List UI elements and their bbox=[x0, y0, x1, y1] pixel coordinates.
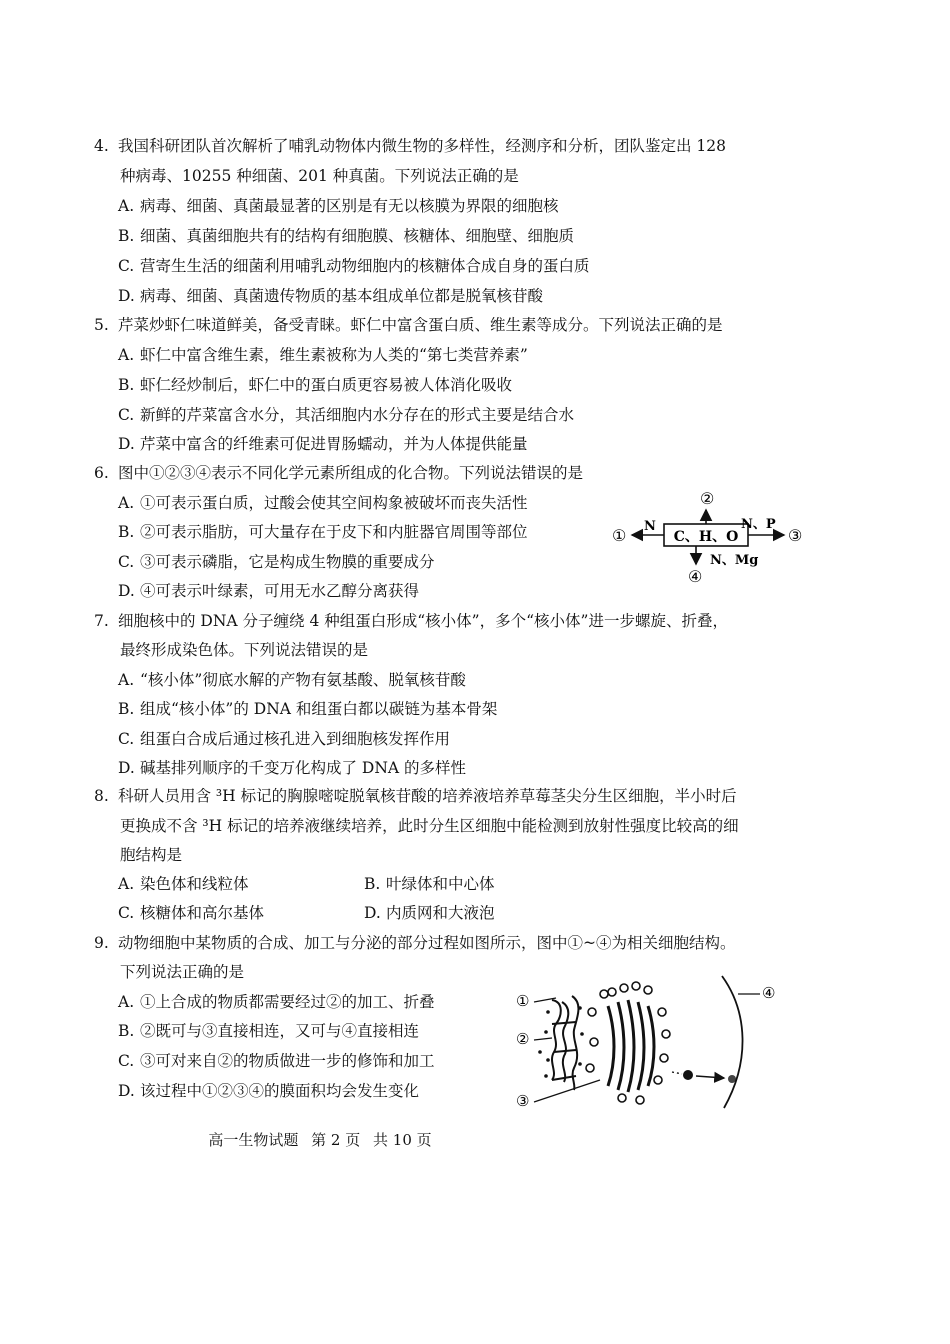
q9-secretion-diagram bbox=[512, 972, 792, 1112]
q7-number: 7. bbox=[94, 612, 109, 630]
q6-label-4: ④ bbox=[688, 567, 703, 586]
q4-stem-line-1: 4. 我国科研团队首次解析了哺乳动物体内微生物的多样性，经测序和分析，团队鉴定出 128 bbox=[94, 137, 727, 155]
q6-label-3: ③ bbox=[788, 526, 803, 545]
q6-option-a: A. ①可表示蛋白质，过酸会使其空间构象被破坏而丧失活性 bbox=[118, 494, 528, 512]
q9-option-b: B. ②既可与③直接相连，又可与④直接相连 bbox=[118, 1022, 420, 1040]
q7-option-a: A. “核小体”彻底水解的产物有氨基酸、脱氧核苷酸 bbox=[118, 671, 466, 689]
page-footer bbox=[0, 1129, 640, 1150]
q6-option-d: D. ④可表示叶绿素，可用无水乙醇分离获得 bbox=[118, 582, 420, 600]
q6-option-c: C. ③可表示磷脂，它是构成生物膜的重要成分 bbox=[118, 553, 435, 571]
footer-total: 共 10 页 bbox=[373, 1131, 432, 1149]
cell-membrane-shape bbox=[722, 976, 743, 1108]
q9-label-3: ③ bbox=[516, 1092, 530, 1110]
q6-left-element: N bbox=[644, 519, 656, 534]
q7-option-b: B. 组成“核小体”的 DNA 和组蛋白都以碳链为基本骨架 bbox=[118, 700, 498, 718]
q8-stem-line-3: 胞结构是 bbox=[120, 846, 183, 864]
q8-option-c: C. 核糖体和高尔基体 bbox=[118, 904, 265, 922]
q9-stem-line-1: 9. 动物细胞中某物质的合成、加工与分泌的部分过程如图所示，图中①~④为相关细胞结构。 bbox=[94, 934, 736, 952]
secretory-vesicle bbox=[683, 1070, 693, 1080]
q8-option-a: A. 染色体和线粒体 bbox=[118, 875, 249, 893]
q9-stem-line-2: 下列说法正确的是 bbox=[120, 963, 245, 981]
q6-label-2: ② bbox=[700, 489, 715, 508]
q8-stem-line-2: 更换成不含 ³H 标记的培养液继续培养，此时分生区细胞中能检测到放射性强度比较高的细 bbox=[120, 817, 739, 835]
golgi-shape bbox=[608, 1000, 654, 1092]
q5-number: 5. bbox=[94, 316, 109, 334]
q9-label-2: ② bbox=[516, 1030, 530, 1048]
q9-label-4: ④ bbox=[762, 984, 776, 1002]
q4-option-b: B. 细菌、真菌细胞共有的结构有细胞膜、核糖体、细胞壁、细胞质 bbox=[118, 227, 575, 245]
q6-label-1: ① bbox=[612, 526, 627, 545]
q7-stem-line-2: 最终形成染色体。下列说法错误的是 bbox=[120, 641, 369, 659]
q6-number: 6. bbox=[94, 464, 109, 482]
exocytosis-vesicle bbox=[728, 1075, 736, 1083]
footer-page: 第 2 页 bbox=[311, 1131, 361, 1149]
q5-stem-line-1: 5. 芹菜炒虾仁味道鲜美，备受青睐。虾仁中富含蛋白质、维生素等成分。下列说法正确的是 bbox=[94, 316, 723, 334]
q5-option-b: B. 虾仁经炒制后，虾仁中的蛋白质更容易被人体消化吸收 bbox=[118, 376, 513, 394]
q7-option-d: D. 碱基排列顺序的千变万化构成了 DNA 的多样性 bbox=[118, 759, 467, 777]
q6-option-b: B. ②可表示脂肪，可大量存在于皮下和内脏器官周围等部位 bbox=[118, 523, 528, 541]
q6-stem-line-1: 6. 图中①②③④表示不同化学元素所组成的化合物。下列说法错误的是 bbox=[94, 464, 584, 482]
q9-option-c: C. ③可对来自②的物质做进一步的修饰和加工 bbox=[118, 1052, 435, 1070]
q6-right-element: N、P bbox=[741, 517, 776, 532]
q8-number: 8. bbox=[94, 787, 109, 805]
rough-er-shape bbox=[552, 996, 578, 1090]
transport-vesicles bbox=[586, 990, 608, 1072]
q5-option-c: C. 新鲜的芹菜富含水分，其活细胞内水分存在的形式主要是结合水 bbox=[118, 406, 575, 424]
q7-stem-line-1: 7. 细胞核中的 DNA 分子缠绕 4 种组蛋白形成“核小体”，多个“核小体”进一步螺旋、折叠， bbox=[94, 612, 728, 630]
footer-title: 高一生物试题 bbox=[208, 1131, 299, 1149]
q4-option-a: A. 病毒、细菌、真菌最显著的区别是有无以核膜为界限的细胞核 bbox=[118, 197, 559, 215]
q4-stem-line-2: 种病毒、10255 种细菌、201 种真菌。下列说法正确的是 bbox=[120, 167, 519, 185]
q7-option-c: C. 组蛋白合成后通过核孔进入到细胞核发挥作用 bbox=[118, 730, 451, 748]
q9-option-a: A. ①上合成的物质都需要经过②的加工、折叠 bbox=[118, 993, 435, 1011]
q5-option-d: D. 芹菜中富含的纤维素可促进胃肠蠕动，并为人体提供能量 bbox=[118, 435, 528, 453]
q6-bottom-element: N、Mg bbox=[710, 553, 759, 568]
q8-option-b: B. 叶绿体和中心体 bbox=[364, 875, 495, 893]
q5-option-a: A. 虾仁中富含维生素，维生素被称为人类的“第七类营养素” bbox=[118, 346, 528, 364]
q4-option-d: D. 病毒、细菌、真菌遗传物质的基本组成单位都是脱氧核苷酸 bbox=[118, 287, 544, 305]
q8-stem-line-1: 8. 科研人员用含 ³H 标记的胸腺嘧啶脱氧核苷酸的培养液培养草莓茎尖分生区细胞，半小时后 bbox=[94, 787, 737, 805]
q8-option-d: D. 内质网和大液泡 bbox=[364, 904, 495, 922]
q9-label-1: ① bbox=[516, 992, 530, 1010]
q6-center-text: C、H、O bbox=[673, 529, 739, 545]
q4-option-c: C. 营寄生生活的细菌利用哺乳动物细胞内的核糖体合成自身的蛋白质 bbox=[118, 257, 590, 275]
q9-number: 9. bbox=[94, 934, 109, 952]
q4-number: 4. bbox=[94, 137, 109, 155]
q9-option-d: D. 该过程中①②③④的膜面积均会发生变化 bbox=[118, 1082, 420, 1100]
q6-element-diagram bbox=[606, 486, 816, 586]
